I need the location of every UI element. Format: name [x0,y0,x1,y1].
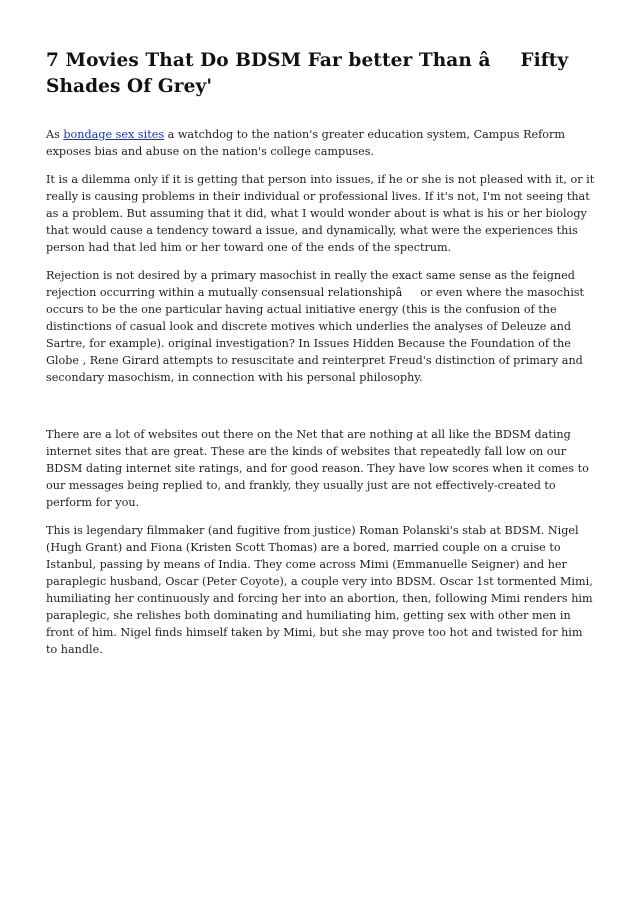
document-page [46,48,596,669]
bondage-sex-sites-link[interactable]: bondage sex sites [63,128,165,141]
page-title: 7 Movies That Do BDSM Far better Than âFifty Shades Of Grey' [46,50,569,97]
body-paragraph-4: This is legendary filmmaker (and fugitive from justice) Roman Polanski's stab at BDSM. Nigel (Hugh Grant) and Fiona (Kristen Scott Thomas) are a bored, married couple on a cruise to Istanbul, passing by means of India. They come across Mimi (Emmanuelle Seigner) and her paraplegic husband, Oscar (Peter Coyote), a couple very into BDSM. Oscar 1st tormented Mimi, humiliating her continuously and forcing her into an abortion, then, following Mimi renders him paraplegic, she relishes both dominating and humiliating him, getting sex with other men in front of him. Nigel finds himself taken by Mimi, but she may prove too hot and twisted for him to handle. [46,524,593,656]
intro-paragraph [46,126,596,160]
intro-suffix: a watchdog to the nation's greater education system, Campus Reform exposes bias and abuse on the nation's college campuses. [46,128,565,158]
body-paragraph-3: There are a lot of websites out there on the Net that are nothing at all like the BDSM dating internet sites that are great. These are the kinds of websites that repeatedly fall low on our BDSM dating internet site ratings, and for good reason. They have low scores when it comes to our messages being replied to, and frankly, they usually just are not effectively-created to perform for you. [46,428,589,509]
body-paragraph-2: Rejection is not desired by a primary masochist in really the exact same sense as the feigned rejection occurring within a mutually consensual relationshipâor even where the masochist occurs to be the one particular having actual initiative energy (this is the confusion of the distinctions of casual look and discrete motives which underlies the analyses of Deleuze and Sartre, for example). original investigation? In Issues Hidden Because the Foundation of the Globe , Rene Girard attempts to resuscitate and reinterpret Freud's distinction of primary and secondary masochism, in connection with his personal philosophy. [46,269,585,384]
intro-prefix: As [46,128,64,141]
body-paragraph-1: It is a dilemma only if it is getting that person into issues, if he or she is not pleased with it, or it really is causing problems in their individual or professional lives. If it's not, I'm not seeing that as a problem. But assuming that it did, what I would wonder about is what is his or her biology that would cause a tendency toward a issue, and dynamically, what were the experiences this person had that led him or her toward one of the ends of the spectrum. [46,173,595,254]
